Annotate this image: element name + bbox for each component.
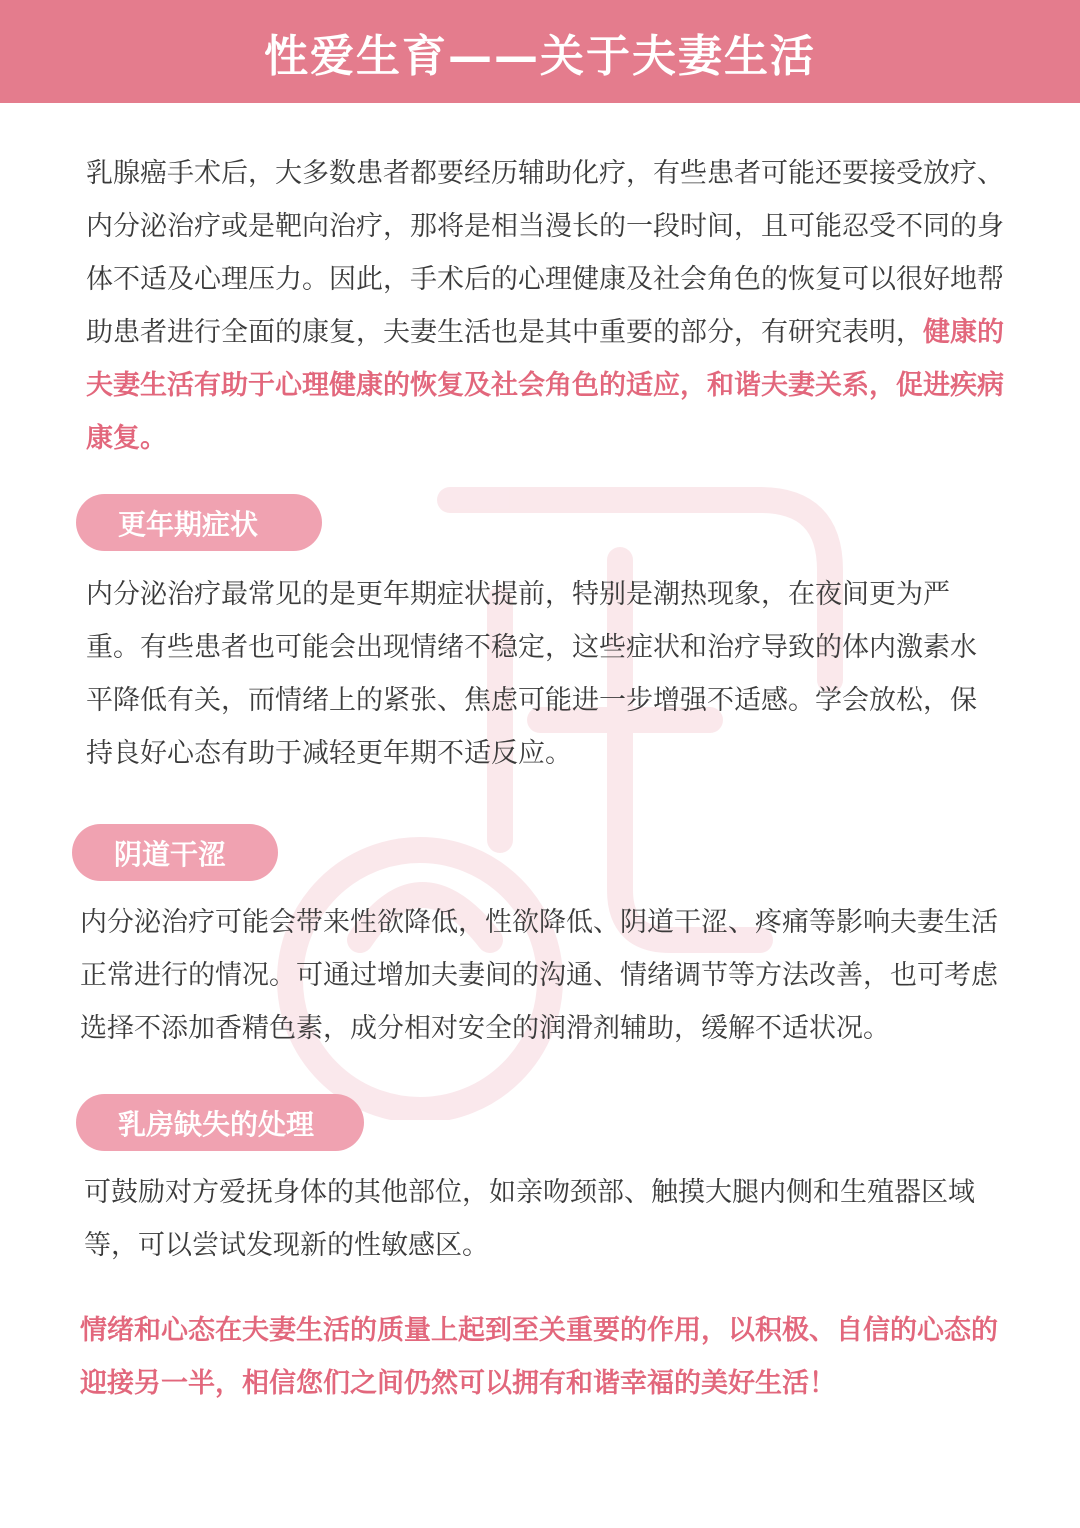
- section-body-vaginal-dryness: 内分泌治疗可能会带来性欲降低，性欲降低、阴道干涩、疼痛等影响夫妻生活正常进行的情况。可通过增加夫妻间的沟通、情绪调节等方法改善，也可考虑选择不添加香精色素，成分相对安全的润滑剂辅助，缓解不适状况。: [80, 907, 998, 1044]
- intro-highlight: 健康的夫妻生活有助于心理健康的恢复及社会角色的适应，和谐夫妻关系，促进疾病康复。: [86, 317, 1004, 454]
- intro-text: 乳腺癌手术后，大多数患者都要经历辅助化疗，有些患者可能还要接受放疗、内分泌治疗或是靶向治疗，那将是相当漫长的一段时间，且可能忍受不同的身体不适及心理压力。因此，手术后的心理健康及社会角色的恢复可以很好地帮助患者进行全面的康复，夫妻生活也是其中重要的部分，有研究表明，: [86, 158, 1004, 348]
- header-bar: [0, 0, 1080, 103]
- section-title: 阴道干涩: [114, 837, 227, 871]
- section-body-menopause: 内分泌治疗最常见的是更年期症状提前，特别是潮热现象，在夜间更为严重。有些患者也可能会出现情绪不稳定，这些症状和治疗导致的体内激素水平降低有关，而情绪上的紧张、焦虑可能进一步增强不适感。学会放松，保持良好心态有助于减轻更年期不适反应。: [86, 579, 977, 769]
- section-badge-menopause: [76, 494, 322, 551]
- section-body-breast-loss: 可鼓励对方爱抚身体的其他部位，如亲吻颈部、触摸大腿内侧和生殖器区域等，可以尝试发现新的性敏感区。: [84, 1177, 975, 1261]
- section-title: 乳房缺失的处理: [118, 1107, 315, 1141]
- page-title: 性爱生育——关于夫妻生活: [264, 30, 816, 82]
- section-badge-vaginal-dryness: [72, 824, 278, 881]
- section-badge-breast-loss: [76, 1094, 364, 1151]
- section-title: 更年期症状: [118, 507, 259, 541]
- closing-statement: 情绪和心态在夫妻生活的质量上起到至关重要的作用，以积极、自信的心态的迎接另一半，相信您们之间仍然可以拥有和谐幸福的美好生活！: [80, 1315, 998, 1399]
- intro-paragraph: [86, 147, 1006, 465]
